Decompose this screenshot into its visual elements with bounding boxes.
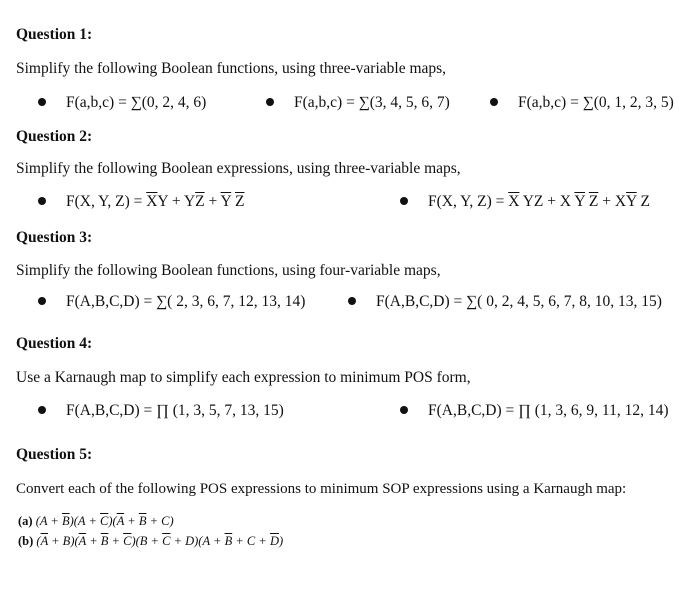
question-1-description: Simplify the following Boolean functions, using three-variable maps, [16,60,447,77]
question-5-part-a: (a) $(A + \overline{B})(A + \overline{C})(\overline{A} + \overline{B} + C)$ [18,514,174,528]
question-5-title: Question 5: [16,446,93,463]
question-4-item: F(A,B,C,D) = ∏ (1, 3, 5, 7, 13, 15) [38,402,284,420]
bullet-icon [38,297,46,305]
question-5-part-b: (b) $(\overline{A} + B)(\overline{A} + \overline{B} + \overline{C})(B + \overline{C} + D)(A + \overline{B} + C + \overline{D})$ [18,534,284,548]
bullet-icon [490,98,498,106]
question-4-item: F(A,B,C,D) = ∏ (1, 3, 6, 9, 11, 12, 14) [400,402,669,420]
question-4-description: Use a Karnaugh map to simplify each expression to minimum POS form, [16,369,471,386]
bullet-icon [348,297,356,305]
question-5-description: Convert each of the following POS expressions to minimum SOP expressions using a Karnaugh map: [16,481,627,497]
question-3-item: F(A,B,C,D) = ∑( 2, 3, 6, 7, 12, 13, 14) [38,293,305,311]
question-3-description: Simplify the following Boolean functions, using four-variable maps, [16,262,441,279]
bullet-icon [38,406,46,414]
question-1-item: F(a,b,c) = ∑(0, 1, 2, 3, 5) [490,94,674,112]
question-1-title: Question 1: [16,26,93,43]
bullet-icon [38,98,46,106]
question-2-title: Question 2: [16,128,93,145]
bullet-icon [400,197,408,205]
bullet-icon [266,98,274,106]
bullet-icon [38,197,46,205]
question-3-item: F(A,B,C,D) = ∑( 0, 2, 4, 5, 6, 7, 8, 10, 13, 15) [348,293,662,311]
bullet-icon [400,406,408,414]
question-3-title: Question 3: [16,229,93,246]
question-1-item: F(a,b,c) = ∑(0, 2, 4, 6) [38,94,206,112]
question-2-item-1: F(X, Y, $Z) = \overline{X}Y + Y\overline{Z} + \overline{Y}$ $\overline{Z}$ [38,193,245,211]
question-1-item: F(a,b,c) = ∑(3, 4, 5, 6, 7) [266,94,450,112]
question-4-title: Question 4: [16,335,93,352]
question-2-item-2: F(X, Y, $Z) = \overline{X}$ YZ + X $\overline{Y}$ $\overline{Z} + X\overline{Y}$ Z [400,193,650,211]
question-2-description: Simplify the following Boolean expressions, using three-variable maps, [16,160,461,177]
